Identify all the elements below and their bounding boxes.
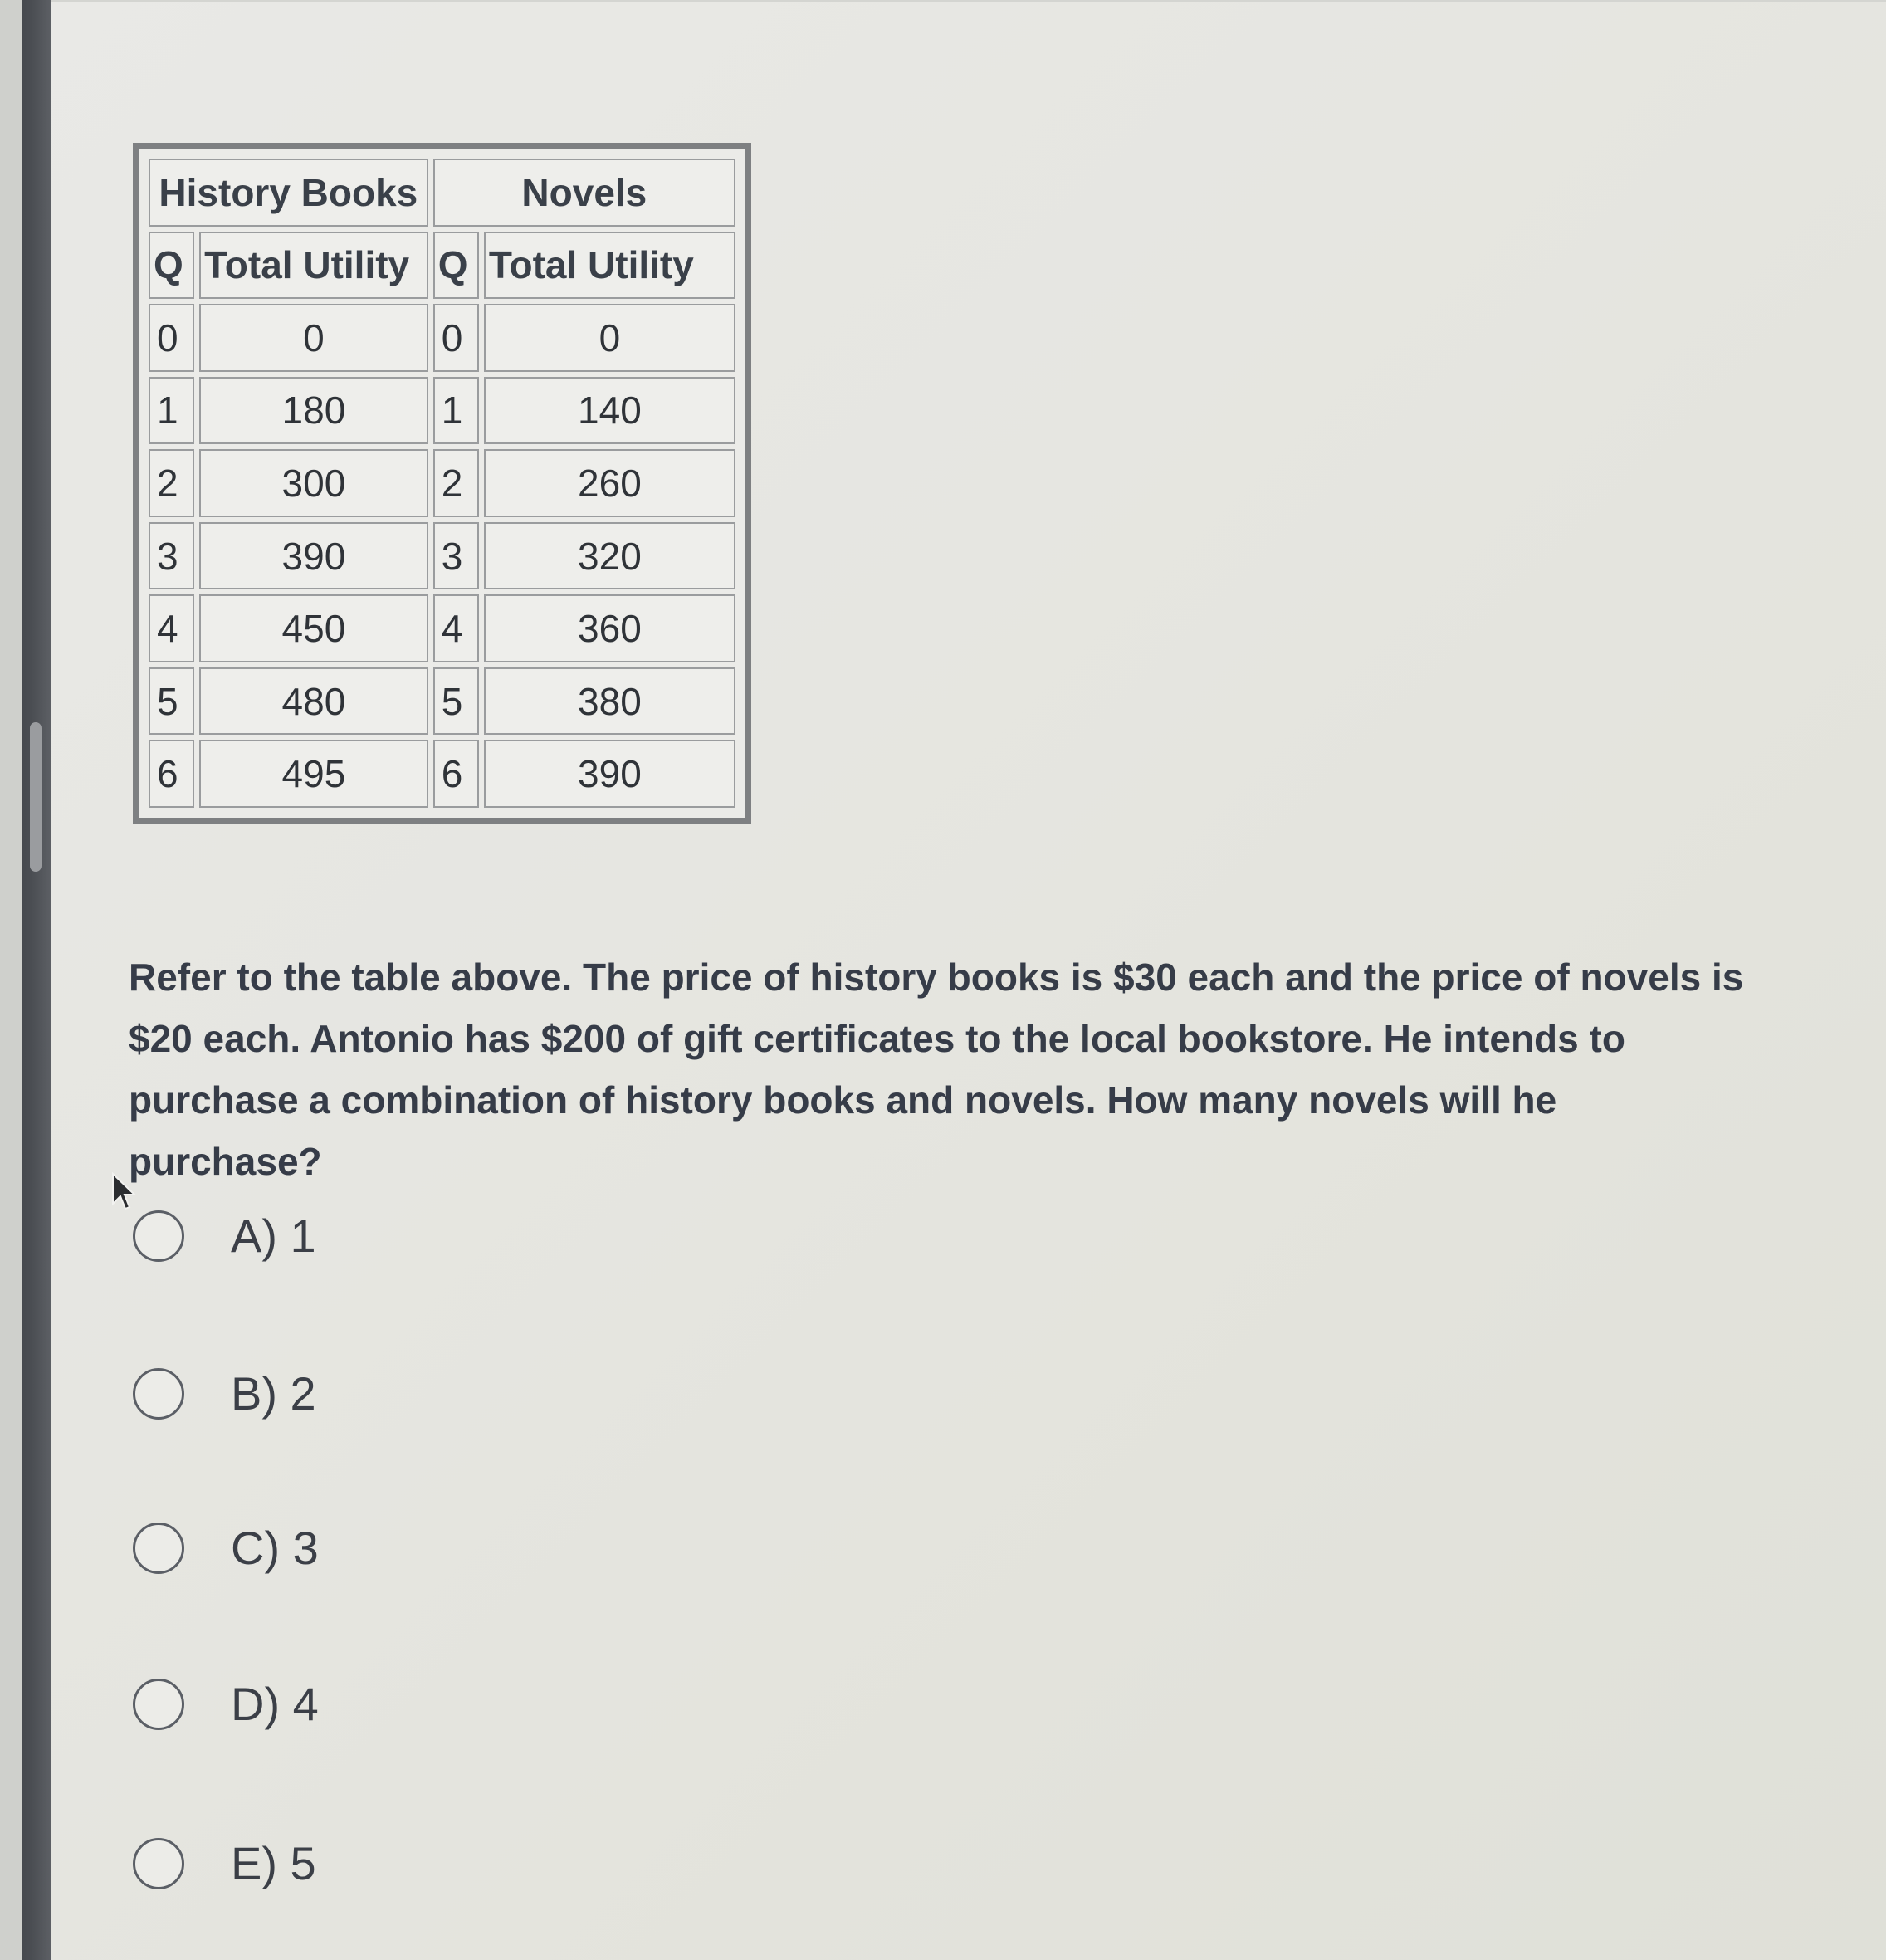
novels-q-cell: 2 xyxy=(433,449,479,517)
novels-q-cell: 3 xyxy=(433,522,479,590)
novels-total-utility-header: Total Utility xyxy=(484,232,735,300)
history-q-header: Q xyxy=(149,232,194,300)
history-books-header: History Books xyxy=(149,159,428,227)
novels-tu-cell: 0 xyxy=(484,304,735,372)
option-c-label: C) 3 xyxy=(231,1522,319,1574)
left-edge xyxy=(0,0,22,1960)
novels-q-cell: 0 xyxy=(433,304,479,372)
history-q-cell: 3 xyxy=(149,522,194,590)
history-q-cell: 0 xyxy=(149,304,194,372)
novels-header: Novels xyxy=(433,159,735,227)
option-b-label: B) 2 xyxy=(231,1367,316,1420)
history-tu-cell: 0 xyxy=(199,304,428,372)
top-divider xyxy=(51,0,1886,2)
table-row xyxy=(149,667,735,736)
table-row xyxy=(149,522,735,590)
novels-tu-cell: 360 xyxy=(484,594,735,662)
novels-tu-cell: 380 xyxy=(484,667,735,736)
option-e[interactable] xyxy=(133,1836,316,1890)
option-b[interactable] xyxy=(133,1366,316,1420)
history-tu-cell: 495 xyxy=(199,740,428,808)
radio-b[interactable] xyxy=(133,1368,184,1420)
history-tu-cell: 390 xyxy=(199,522,428,590)
history-q-cell: 1 xyxy=(149,377,194,445)
history-tu-cell: 300 xyxy=(199,449,428,517)
novels-tu-cell: 260 xyxy=(484,449,735,517)
history-total-utility-header: Total Utility xyxy=(199,232,428,300)
radio-d[interactable] xyxy=(133,1679,184,1730)
novels-tu-cell: 320 xyxy=(484,522,735,590)
utility-table xyxy=(144,154,740,813)
history-q-cell: 5 xyxy=(149,667,194,736)
history-q-cell: 6 xyxy=(149,740,194,808)
novels-tu-cell: 140 xyxy=(484,377,735,445)
history-tu-cell: 480 xyxy=(199,667,428,736)
table-row xyxy=(149,304,735,372)
option-c[interactable] xyxy=(133,1521,319,1575)
history-tu-cell: 450 xyxy=(199,594,428,662)
option-e-label: E) 5 xyxy=(231,1837,316,1889)
table-row xyxy=(149,594,735,662)
table-row xyxy=(149,449,735,517)
utility-table-frame xyxy=(133,143,751,824)
option-d-label: D) 4 xyxy=(231,1678,319,1730)
radio-c[interactable] xyxy=(133,1523,184,1574)
option-a-label: A) 1 xyxy=(231,1210,316,1262)
table-row xyxy=(149,377,735,445)
mouse-cursor-icon xyxy=(111,1172,136,1212)
radio-a[interactable] xyxy=(133,1210,184,1262)
novels-q-cell: 5 xyxy=(433,667,479,736)
radio-e[interactable] xyxy=(133,1838,184,1889)
novels-tu-cell: 390 xyxy=(484,740,735,808)
novels-q-cell: 6 xyxy=(433,740,479,808)
history-q-cell: 2 xyxy=(149,449,194,517)
question-text: Refer to the table above. The price of history books is $30 each and the price of novels is $20 each. Antonio has $200 of gift certificates to the local bookstore. He intends to purchase a combination of history books and novels. How many novels will he purchase? xyxy=(129,956,1744,1183)
scrollbar-thumb[interactable] xyxy=(30,722,42,872)
novels-q-header: Q xyxy=(433,232,479,300)
novels-q-cell: 1 xyxy=(433,377,479,445)
option-a[interactable] xyxy=(133,1209,316,1263)
table-row xyxy=(149,740,735,808)
history-tu-cell: 180 xyxy=(199,377,428,445)
history-q-cell: 4 xyxy=(149,594,194,662)
novels-q-cell: 4 xyxy=(433,594,479,662)
option-d[interactable] xyxy=(133,1677,319,1731)
